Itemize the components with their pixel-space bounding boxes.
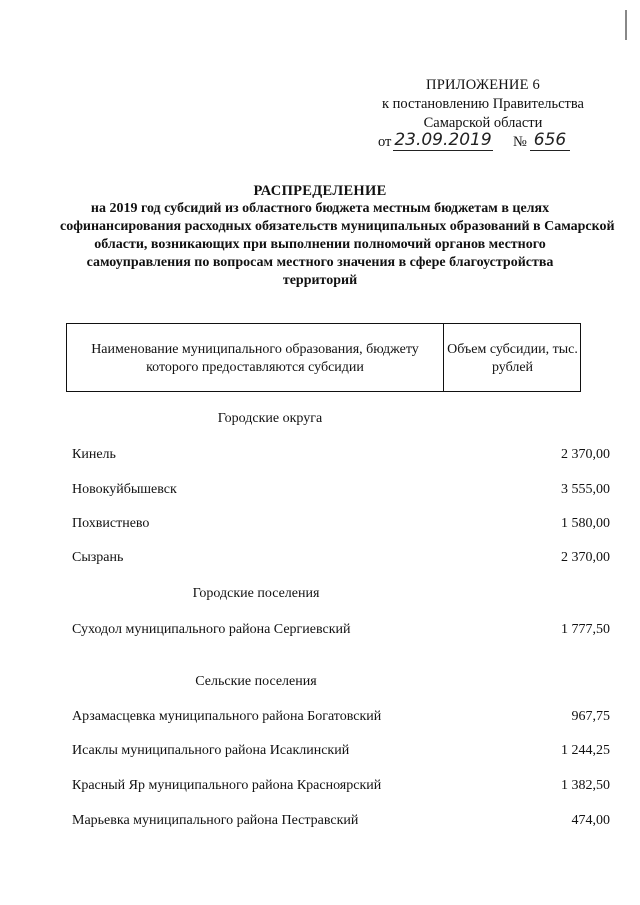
table-row	[72, 482, 610, 502]
appendix-title: ПРИЛОЖЕНИЕ 6	[426, 77, 540, 93]
heading-line-3: области, возникающих при выполнении полномочий органов местного	[94, 237, 546, 252]
municipality-name: Сызрань	[72, 550, 124, 565]
column-header-name-text: Наименование муниципального образования, бюджету которого предоставляются субсидии	[91, 342, 419, 375]
subsidy-amount: 1 580,00	[561, 516, 610, 531]
municipality-name: Красный Яр муниципального района Красноярский	[72, 778, 382, 793]
table-row	[72, 778, 610, 798]
municipality-name: Марьевка муниципального района Пестравский	[72, 813, 359, 828]
table-row	[72, 447, 610, 467]
appendix-block	[378, 76, 588, 133]
section-title-urban-settlements: Городские поселения	[192, 586, 320, 601]
municipality-name: Суходол муниципального района Сергиевский	[72, 622, 351, 637]
page-edge-mark	[625, 10, 627, 40]
appendix-line-1: к постановлению Правительства	[382, 96, 584, 112]
heading-line-2: софинансирования расходных обязательств муниципальных образований в Самарской	[60, 219, 615, 234]
number-prefix: №	[513, 134, 527, 150]
municipality-name: Новокуйбышевск	[72, 482, 177, 497]
heading-line-5: территорий	[282, 273, 358, 288]
date-prefix: от	[378, 134, 392, 150]
subsidy-amount: 967,75	[571, 709, 610, 724]
heading-title: РАСПРЕДЕЛЕНИЕ	[253, 183, 387, 199]
table-row	[72, 813, 610, 833]
table-row	[72, 622, 610, 642]
section-title-rural-settlements: Сельские поселения	[195, 674, 317, 689]
table-row	[72, 743, 610, 763]
municipality-name: Кинель	[72, 447, 116, 462]
column-header-name	[67, 324, 444, 391]
municipality-name: Исаклы муниципального района Исаклинский	[72, 743, 350, 758]
subsidy-amount: 2 370,00	[561, 550, 610, 565]
subsidy-amount: 1 244,25	[561, 743, 610, 758]
table-row	[72, 550, 610, 570]
subsidy-amount: 3 555,00	[561, 482, 610, 497]
table-row	[72, 709, 610, 729]
table-header	[66, 323, 581, 392]
subsidy-amount: 2 370,00	[561, 447, 610, 462]
document-heading	[60, 182, 615, 290]
subsidy-amount: 474,00	[571, 813, 610, 828]
subsidy-amount: 1 777,50	[561, 622, 610, 637]
handwritten-number: 656	[530, 131, 570, 151]
heading-line-4: самоуправления по вопросам местного значения в сфере благоустройства	[86, 255, 554, 270]
handwritten-date: 23.09.2019	[394, 130, 492, 150]
section-title-urban-districts: Городские округа	[217, 411, 323, 426]
table-row	[72, 516, 610, 536]
municipality-name: Похвистнево	[72, 516, 150, 531]
column-header-amount	[445, 324, 580, 391]
heading-line-1: на 2019 год субсидий из областного бюджета местным бюджетам в целях	[90, 201, 550, 216]
appendix-line-2: Самарской области	[423, 115, 543, 131]
subsidy-amount: 1 382,50	[561, 778, 610, 793]
column-header-amount-text: Объем субсидии, тыс. рублей	[447, 342, 578, 375]
municipality-name: Арзамасцевка муниципального района Богатовский	[72, 709, 382, 724]
